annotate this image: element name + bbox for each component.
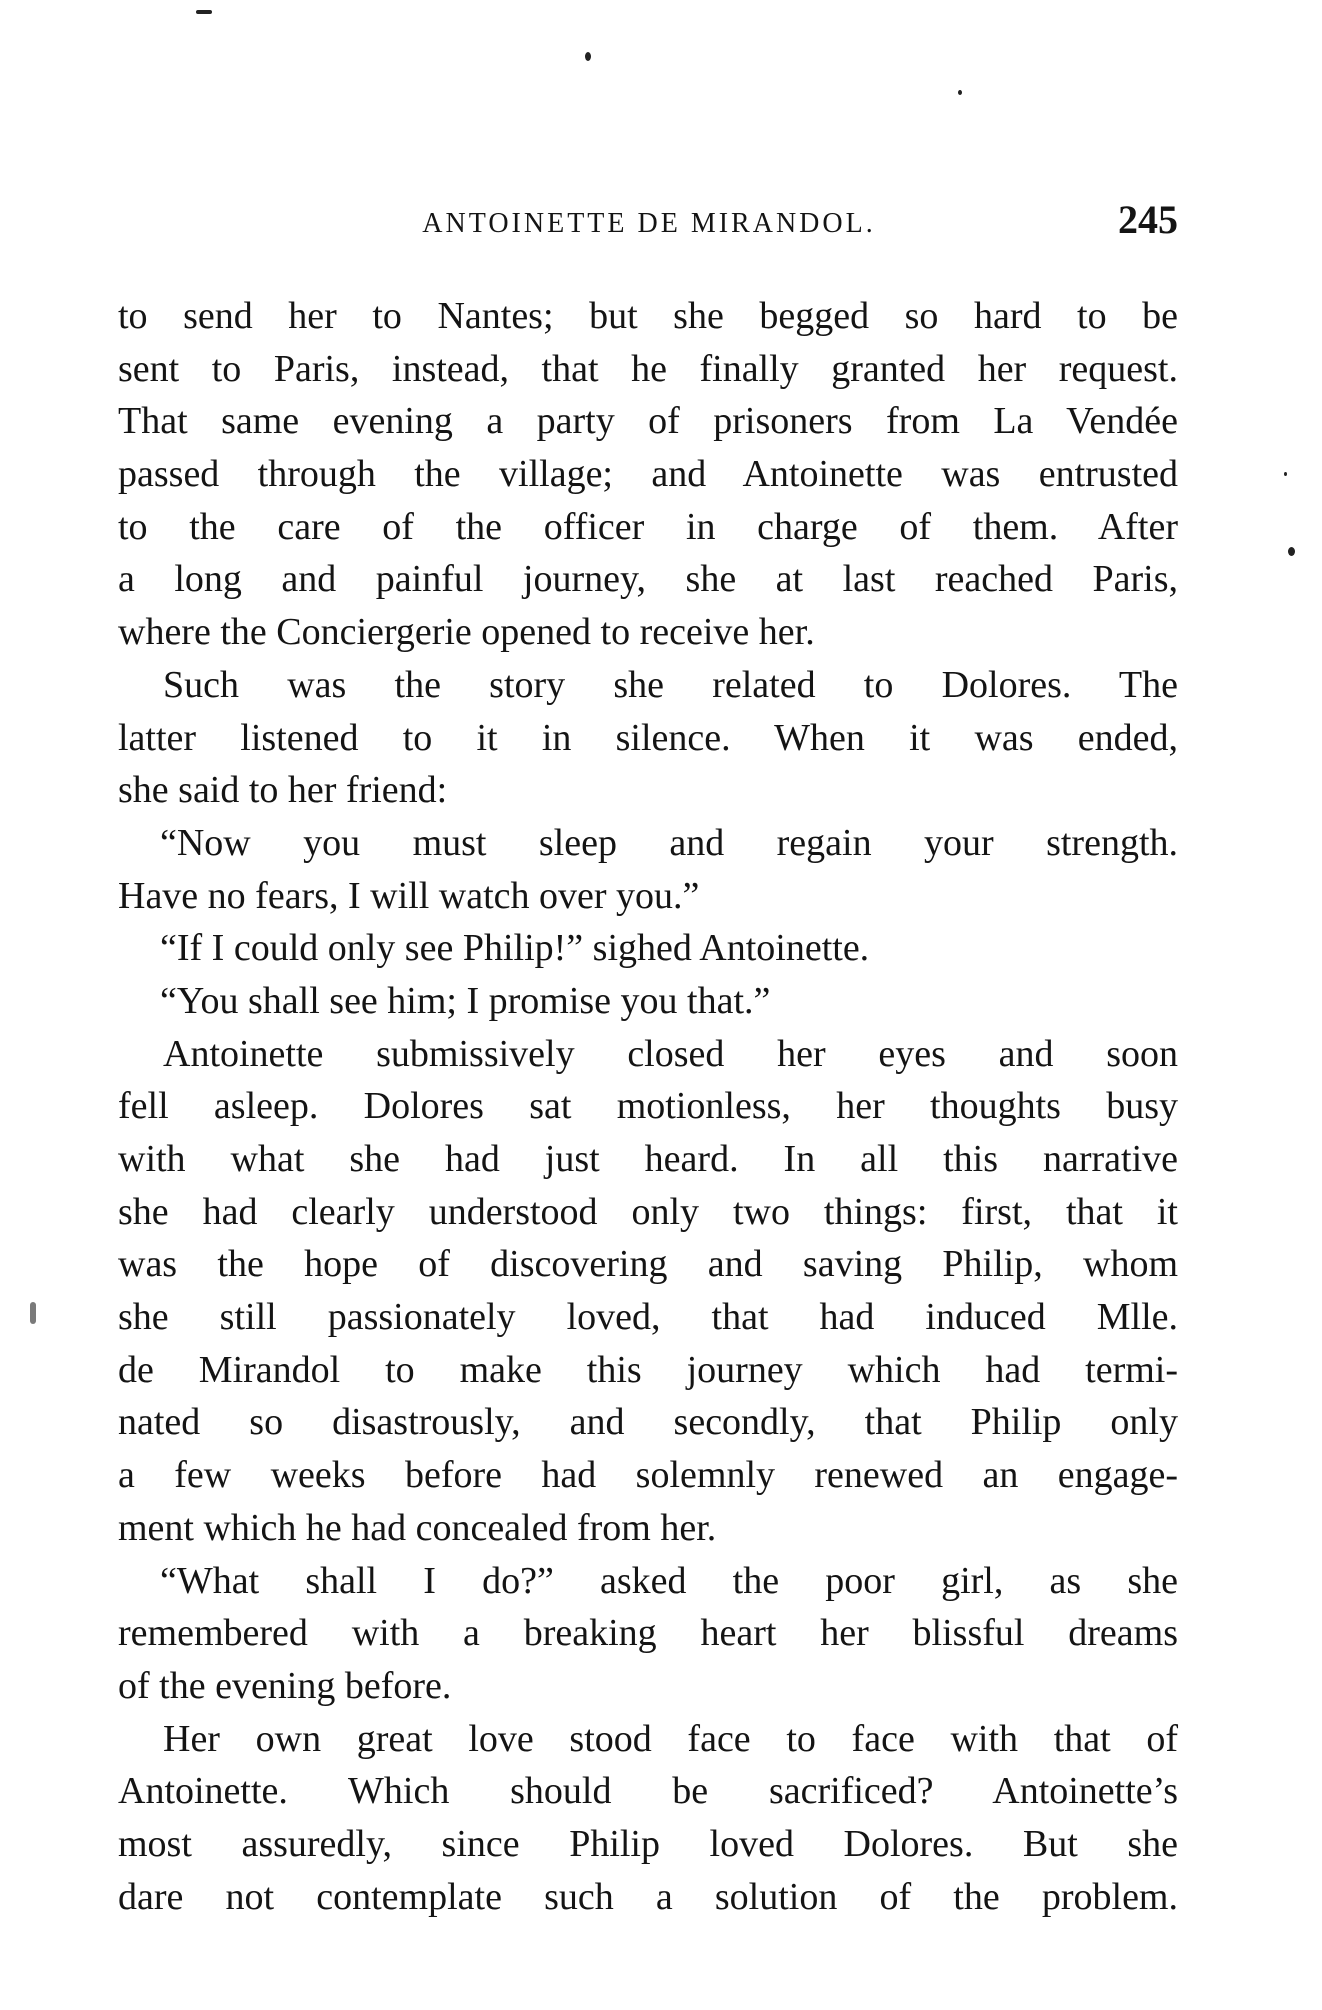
- text-line: most assuredly, since Philip loved Dolores. But she: [118, 1822, 1178, 1865]
- ink-speck: [958, 90, 962, 95]
- page-number: 245: [1118, 197, 1178, 242]
- text-line: “What shall I do?” asked the poor girl, as she: [160, 1559, 1178, 1602]
- ink-speck: [30, 1302, 36, 1324]
- text-line: to the care of the officer in charge of them. After: [118, 505, 1178, 548]
- text-line: nated so disastrously, and secondly, that Philip only: [118, 1401, 1178, 1444]
- text-line: she still passionately loved, that had induced Mlle.: [118, 1296, 1178, 1339]
- text-line: a few weeks before had solemnly renewed an engage-: [118, 1454, 1178, 1497]
- ink-speck: [196, 10, 212, 14]
- ink-speck: [1284, 472, 1287, 476]
- text-line: with what she had just heard. In all this narrative: [118, 1138, 1178, 1180]
- page-header: [120, 196, 1178, 246]
- text-line: “If I could only see Philip!” sighed Antoinette.: [160, 927, 870, 970]
- text-line: she said to her friend:: [118, 769, 448, 812]
- ink-speck: [1288, 547, 1295, 556]
- text-line: sent to Paris, instead, that he finally granted her request.: [118, 347, 1178, 390]
- text-line: Antoinette submissively closed her eyes and soon: [163, 1032, 1178, 1075]
- text-line: Antoinette. Which should be sacrificed? Antoinette’s: [118, 1770, 1178, 1813]
- text-line: “Now you must sleep and regain your strength.: [160, 821, 1178, 864]
- text-line: “You shall see him; I promise you that.”: [160, 979, 771, 1022]
- text-line: Have no fears, I will watch over you.”: [118, 874, 700, 917]
- running-title: ANTOINETTE DE MIRANDOL.: [422, 208, 876, 239]
- text-line: where the Conciergerie opened to receive her.: [118, 611, 815, 654]
- text-line: to send her to Nantes; but she begged so hard to be: [118, 295, 1178, 337]
- text-line: de Mirandol to make this journey which had termi-: [118, 1348, 1178, 1391]
- text-line: fell asleep. Dolores sat motionless, her thoughts busy: [118, 1085, 1178, 1128]
- body-text: [118, 290, 1178, 1923]
- text-line: ment which he had concealed from her.: [118, 1506, 717, 1549]
- text-line: remembered with a breaking heart her blissful dreams: [118, 1612, 1178, 1655]
- text-line: she had clearly understood only two things: first, that it: [118, 1190, 1178, 1233]
- text-line: a long and painful journey, she at last reached Paris,: [118, 558, 1178, 601]
- ink-speck: [585, 52, 591, 61]
- text-line: Her own great love stood face to face with that of: [163, 1717, 1178, 1760]
- text-line: Such was the story she related to Dolores. The: [163, 663, 1178, 706]
- text-line: That same evening a party of prisoners from La Vendée: [118, 400, 1178, 443]
- text-line: passed through the village; and Antoinette was entrusted: [118, 453, 1178, 496]
- text-line: dare not contemplate such a solution of the problem.: [118, 1875, 1178, 1918]
- text-line: latter listened to it in silence. When it was ended,: [118, 716, 1178, 759]
- text-line: of the evening before.: [118, 1664, 452, 1707]
- text-line: was the hope of discovering and saving Philip, whom: [118, 1243, 1178, 1286]
